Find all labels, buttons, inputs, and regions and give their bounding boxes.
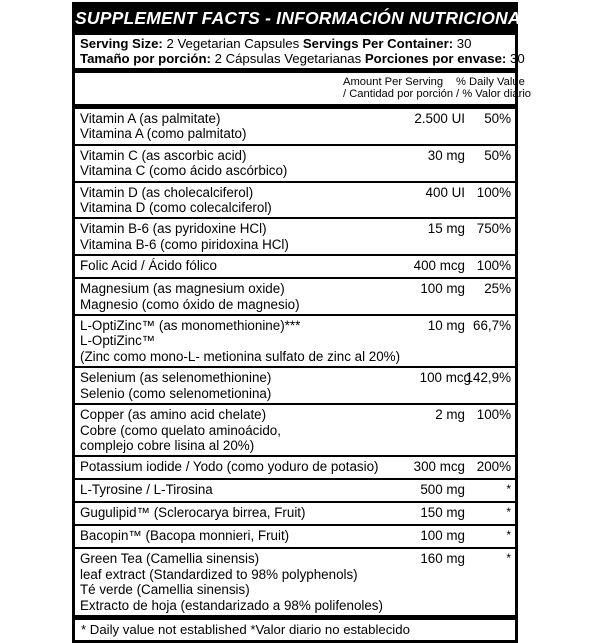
nutrient-amount: 160 mg (420, 551, 465, 567)
nutrient-daily-value: * (506, 551, 511, 566)
nutrient-row (75, 480, 515, 503)
nutrient-name-line: Folic Acid / Ácido fólico (80, 258, 217, 274)
serving-size-label-en: Serving Size: (80, 36, 163, 51)
nutrient-name-line: Cobre (como quelato aminoácido, (80, 422, 281, 438)
nutrient-daily-value: 100% (476, 184, 511, 200)
nutrient-name-line: Selenio (como selenometionina) (80, 385, 272, 401)
nutrient-name-line: Potassium iodide / Yodo (como yoduro de potasio) (80, 459, 379, 475)
nutrient-row (75, 183, 515, 220)
nutrient-name-line: Vitamina B-6 (como piridoxina HCl) (80, 236, 289, 252)
serving-size-value-es: 2 Cápsulas Vegetarianas (210, 50, 365, 66)
nutrient-daily-value: * (506, 505, 511, 520)
serving-size-value-en: 2 Vegetarian Capsules (162, 36, 303, 51)
nutrient-amount: 2.500 UI (414, 111, 465, 126)
nutrient-daily-value: 66,7% (473, 318, 511, 334)
daily-value-header (456, 76, 531, 101)
nutrient-name-line: Vitamin A (as palmitate) (80, 111, 221, 126)
nutrient-name-line: Green Tea (Camellia sinensis) (80, 551, 260, 567)
nutrient-row (75, 219, 515, 256)
nutrient-name-line: Vitamina D (como colecalciferol) (80, 200, 272, 216)
nutrient-name-line: complejo cobre lisina al 20%) (80, 437, 255, 453)
nutrient-row (75, 405, 515, 457)
nutrient-name-line: Magnesio (como óxido de magnesio) (80, 296, 300, 312)
serving-size-line-en (80, 37, 511, 52)
nutrient-name-line: Vitamina A (como palmitato) (80, 126, 247, 142)
nutrient-daily-value: 200% (476, 459, 511, 475)
nutrient-amount: 400 mcg (413, 258, 465, 274)
column-headers (75, 73, 532, 109)
nutrient-daily-value: 50% (484, 147, 511, 163)
nutrient-amount: 10 mg (427, 318, 465, 334)
nutrient-daily-value: * (506, 528, 511, 543)
serving-size-line-es (80, 50, 525, 67)
nutrient-daily-value: 142,9% (465, 370, 511, 386)
nutrient-amount: 300 mcg (413, 459, 465, 475)
nutrient-amount: 15 mg (427, 221, 465, 237)
nutrient-amount: 100 mg (420, 528, 465, 544)
nutrient-row (75, 526, 515, 549)
nutrient-daily-value: 100% (476, 258, 511, 274)
nutrient-row (75, 316, 515, 368)
nutrient-amount: 100 mg (420, 281, 465, 297)
supplement-facts-panel (72, 2, 532, 643)
nutrient-name-line: Vitamin B-6 (as pyridoxine HCl) (80, 221, 267, 237)
nutrient-daily-value: * (506, 482, 511, 497)
nutrient-amount: 2 mg (435, 407, 465, 423)
servings-per-container-label-en: Servings Per Container: (302, 36, 454, 51)
nutrient-amount: 500 mg (420, 482, 465, 498)
amount-per-serving-header-en: Amount Per Serving (343, 76, 444, 88)
nutrient-name-line: L-OptiZinc™ (80, 333, 156, 349)
nutrient-daily-value: 100% (476, 407, 511, 423)
nutrient-name-line: Gugulipid™ (Sclerocarya birrea, Fruit) (80, 505, 306, 521)
nutrient-name-line: L-Tyrosine / L-Tirosina (80, 482, 213, 498)
nutrient-name-line: L-OptiZinc™ (as monomethionine)*** (80, 318, 301, 334)
nutrient-row (75, 549, 515, 615)
nutrient-daily-value: 25% (484, 281, 511, 297)
servings-per-container-label-es: Porciones por envase: (364, 50, 507, 66)
nutrient-name-line: Copper (as amino acid chelate) (80, 407, 267, 423)
daily-value-header-en: % Daily Value (456, 76, 525, 88)
serving-information (75, 33, 525, 73)
nutrient-name-line: Vitamin D (as cholecalciferol) (80, 184, 254, 200)
nutrient-name-line: Magnesium (as magnesium oxide) (80, 281, 285, 297)
nutrient-row (75, 457, 515, 480)
nutrient-amount: 30 mg (427, 147, 465, 163)
nutrient-daily-value: 50% (484, 111, 511, 126)
servings-per-container-value-es: 30 (506, 50, 525, 66)
nutrient-rows (75, 109, 515, 615)
nutrient-row (75, 256, 515, 279)
serving-size-label-es: Tamaño por porción: (80, 50, 211, 66)
amount-per-serving-header-es: / Cantidad por porción (343, 88, 454, 101)
nutrient-name-line: Extracto de hoja (estandarizado a 98% polifenoles) (80, 597, 383, 613)
nutrient-daily-value: 750% (476, 221, 511, 237)
nutrient-name-line: leaf extract (Standardized to 98% polyphenols) (80, 566, 358, 582)
nutrient-name-line: (Zinc como mono-L- metionina sulfato de zinc al 20%) (80, 348, 401, 364)
nutrient-row (75, 279, 515, 316)
amount-per-serving-header (343, 76, 453, 101)
daily-value-header-es: / % Valor diario (456, 88, 532, 101)
nutrient-row (75, 368, 515, 405)
servings-per-container-value-en: 30 (453, 36, 472, 51)
nutrient-row (75, 109, 515, 146)
nutrient-name-line: Té verde (Camellia sinensis) (80, 582, 250, 598)
nutrient-amount: 150 mg (420, 505, 465, 521)
nutrient-row (75, 503, 515, 526)
nutrient-row (75, 146, 515, 183)
nutrient-amount: 400 UI (425, 184, 465, 200)
nutrient-name-line: Bacopin™ (Bacopa monnieri, Fruit) (80, 528, 290, 544)
label-title: SUPPLEMENT FACTS - INFORMACIÓN NUTRICIONAL (75, 5, 515, 33)
nutrient-name-line: Selenium (as selenomethionine) (80, 370, 272, 386)
nutrient-amount: 100 mcg (419, 370, 471, 386)
daily-value-footnote: * Daily value not established *Valor diario no establecido (75, 615, 515, 640)
nutrient-name-line: Vitamin C (as ascorbic acid) (80, 147, 247, 163)
nutrient-name-line: Vitamina C (como ácido ascórbico) (80, 163, 288, 179)
